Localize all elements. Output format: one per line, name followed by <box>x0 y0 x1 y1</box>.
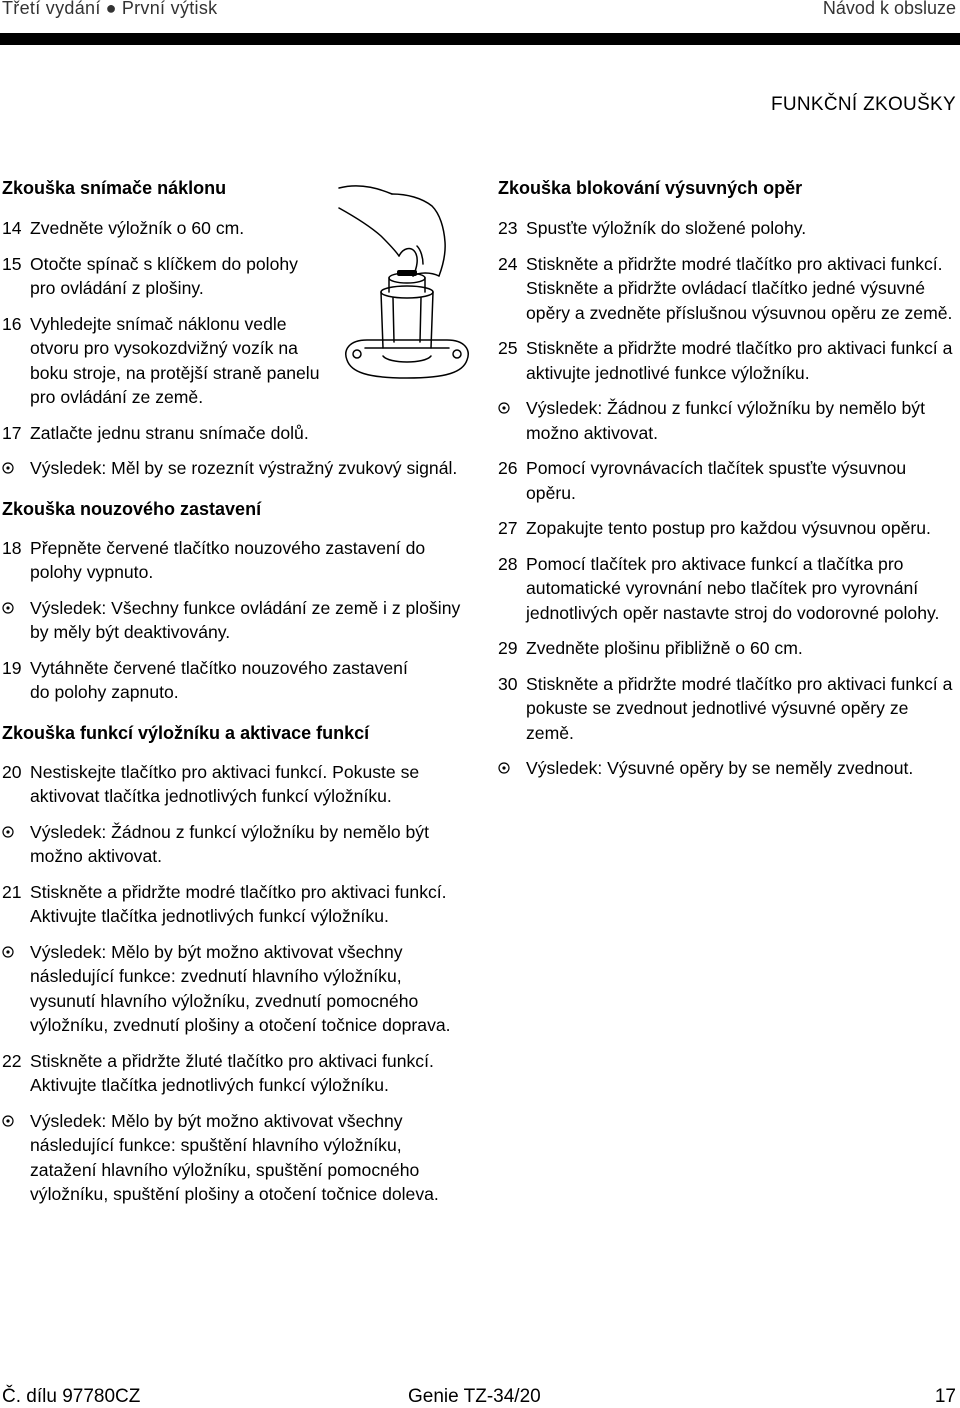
step-text: Stiskněte a přidržte modré tlačítko pro aktivaci funkcí. Stiskněte a přidržte ovládací tlačítko jedné výsuvné opěry a zvedněte příslušnou výsuvnou opěru ze země. <box>526 253 953 323</box>
step-text: Nestiskejte tlačítko pro aktivaci funkcí. Pokuste se aktivovat tlačítka jednotlivých funkcí výložníku. <box>30 761 420 806</box>
result-text: Výsledek: Mělo by být možno aktivovat všechny následující funkce: zvednutí hlavního výložníku, vysunutí hlavního výložníku, zvednutí pomocného výložníku, zvednutí plošiny a otočení točnice doprava. <box>30 941 451 1035</box>
step-number: 22 <box>2 1050 22 1071</box>
emergency-stop-heading: Zkouška nouzového zastavení <box>2 498 262 519</box>
model-name: Genie TZ-34/20 <box>408 1386 541 1407</box>
step-text: Pomocí vyrovnávacích tlačítek spusťte výsuvnou opěru. <box>526 458 907 503</box>
step-text: Stiskněte a přidržte modré tlačítko pro aktivaci funkcí a aktivujte jednotlivé funkce výložníku. <box>526 338 953 383</box>
step-text: Otočte spínač s klíčkem do polohy pro ovládání z plošiny. <box>30 253 298 298</box>
step-text: Stiskněte a přidržte modré tlačítko pro aktivaci funkcí. Aktivujte tlačítka jednotlivých funkcí výložníku. <box>30 881 447 926</box>
step-number: 17 <box>2 422 22 443</box>
step-number: 27 <box>498 518 518 538</box>
step-22 <box>2 1049 472 1098</box>
header-rule <box>0 33 960 45</box>
result-target-icon <box>2 602 14 614</box>
step-number: 15 <box>2 253 22 274</box>
result-20 <box>2 820 472 869</box>
edition-line <box>2 0 217 19</box>
step-28 <box>498 552 958 626</box>
part-number: Č. dílu 97780CZ <box>2 1386 141 1407</box>
step-20 <box>2 760 440 809</box>
result-text: Výsledek: Žádnou z funkcí výložníku by nemělo být možno aktivovat. <box>526 398 925 443</box>
page-number: 17 <box>934 1386 956 1407</box>
step-number: 16 <box>2 313 22 334</box>
outrigger-interlock-heading: Zkouška blokování výsuvných opěr <box>498 178 803 198</box>
result-target-icon <box>2 1115 14 1127</box>
step-number: 19 <box>2 657 22 678</box>
result-target-icon <box>2 826 14 838</box>
step-text: Zvedněte výložník o 60 cm. <box>30 218 245 238</box>
step-19 <box>2 656 410 705</box>
result-target-icon <box>498 762 510 774</box>
step-text: Pomocí tlačítek pro aktivace funkcí a tlačítka pro automatické vyrovnání nebo tlačítek pro vyrovnání jednotlivých opěr nastavte stroj do vodorovné polohy. <box>526 553 940 623</box>
step-number: 14 <box>2 218 22 238</box>
step-30 <box>498 672 958 746</box>
step-number: 28 <box>498 553 518 574</box>
step-text: Stiskněte a přidržte žluté tlačítko pro aktivaci funkcí. Aktivujte tlačítka jednotlivých funkcí výložníku. <box>30 1050 434 1095</box>
result-text: Výsledek: Výsuvné opěry by se neměly zvednout. <box>526 758 914 778</box>
edition-text: Třetí vydání <box>2 0 101 18</box>
step-18 <box>2 536 472 585</box>
step-number: 20 <box>2 761 22 782</box>
right-column <box>498 176 958 792</box>
step-number: 30 <box>498 673 518 694</box>
result-22 <box>2 1109 472 1207</box>
step-text: Zatlačte jednu stranu snímače dolů. <box>30 422 309 443</box>
step-29 <box>498 636 958 661</box>
result-25 <box>498 396 958 445</box>
tilt-sensor-heading: Zkouška snímače náklonu <box>2 178 227 198</box>
result-30 <box>498 756 916 781</box>
step-21 <box>2 880 472 929</box>
step-text: Přepněte červené tlačítko nouzového zastavení do polohy vypnuto. <box>30 537 426 582</box>
result-21 <box>2 940 472 1038</box>
result-target-icon <box>498 402 510 414</box>
step-number: 25 <box>498 338 518 358</box>
result-text: Výsledek: Mělo by být možno aktivovat všechny následující funkce: spuštění hlavního výložníku, zatažení hlavního výložníku, spuštění pomocného výložníku, spuštění plošiny a otočení točnice doleva. <box>30 1110 439 1204</box>
step-text: Spusťte výložník do složené polohy. <box>526 218 807 238</box>
step-15 <box>2 252 310 301</box>
step-text: Zvedněte plošinu přibližně o 60 cm. <box>526 638 803 658</box>
step-number: 29 <box>498 638 518 658</box>
step-number: 23 <box>498 218 518 238</box>
step-number: 26 <box>498 458 518 478</box>
result-tilt <box>2 456 472 481</box>
step-25 <box>498 336 958 385</box>
step-27 <box>498 516 960 541</box>
left-column <box>2 176 472 1218</box>
step-text: Zopakujte tento postup pro každou výsuvnou opěru. <box>526 518 931 538</box>
section-title: FUNKČNÍ ZKOUŠKY <box>770 94 956 115</box>
result-estop <box>2 596 472 645</box>
boom-function-heading: Zkouška funkcí výložníku a aktivace funkcí <box>2 722 370 743</box>
result-text: Výsledek: Žádnou z funkcí výložníku by nemělo být možno aktivovat. <box>30 821 429 866</box>
step-16 <box>2 312 330 410</box>
result-target-icon <box>2 462 14 474</box>
result-target-icon <box>2 946 14 958</box>
step-17 <box>2 421 472 446</box>
step-number: 24 <box>498 253 518 274</box>
step-text: Stiskněte a přidržte modré tlačítko pro aktivaci funkcí a pokuste se zvednout jednotlivé výsuvné opěry ze země. <box>526 673 953 743</box>
step-26 <box>498 456 916 505</box>
step-number: 21 <box>2 881 22 902</box>
step-14 <box>2 216 350 241</box>
result-text: Výsledek: Měl by se rozeznít výstražný zvukový signál. <box>30 458 458 478</box>
step-number: 18 <box>2 537 22 558</box>
step-text: Vytáhněte červené tlačítko nouzového zastavení do polohy zapnuto. <box>30 657 408 702</box>
step-23 <box>498 216 958 241</box>
step-24 <box>498 252 958 326</box>
step-text: Vyhledejte snímač náklonu vedle otvoru pro vysokozdvižný vozík na boku stroje, na protější straně panelu pro ovládání ze země. <box>30 313 320 407</box>
result-text: Výsledek: Všechny funkce ovládání ze země i z plošiny by měly být deaktivovány. <box>30 597 461 642</box>
bullet-icon: ● <box>105 0 117 18</box>
printing-text: První výtisk <box>121 0 218 18</box>
manual-type: Návod k obsluze <box>822 0 956 18</box>
